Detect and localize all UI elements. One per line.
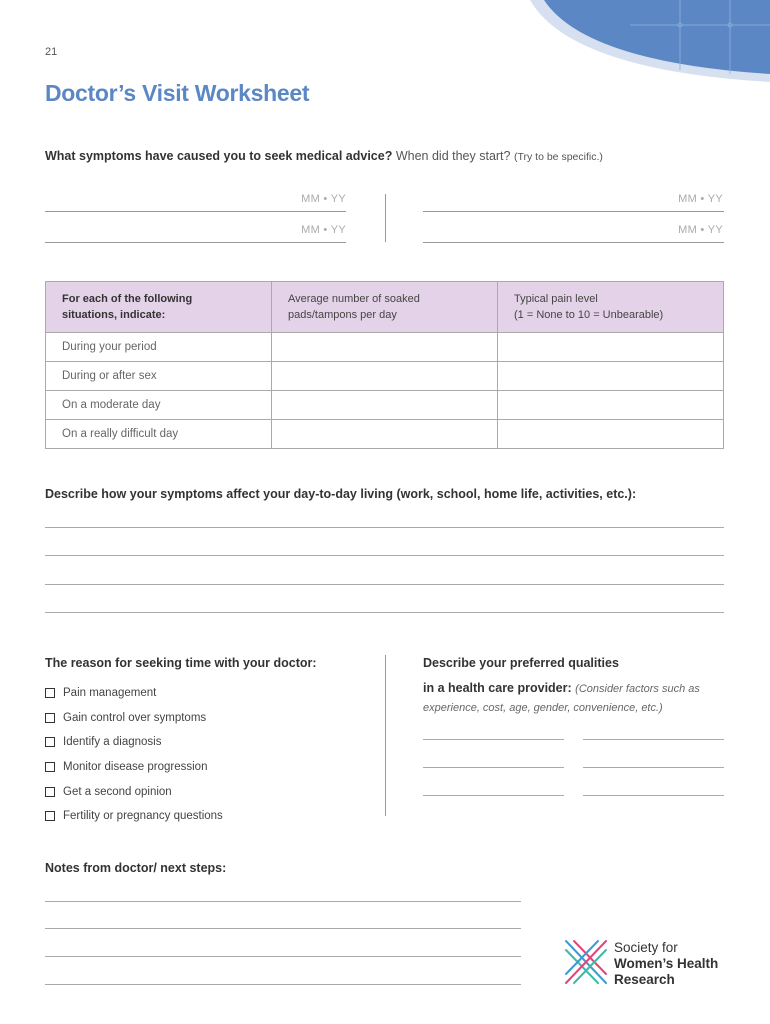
writing-line[interactable] bbox=[45, 956, 521, 957]
preferred-heading bbox=[423, 679, 733, 717]
table-header-line: For each of the following bbox=[62, 293, 193, 305]
writing-line[interactable] bbox=[45, 527, 724, 528]
checkbox-label: Pain management bbox=[63, 687, 157, 700]
pain-level-cell[interactable] bbox=[498, 362, 724, 391]
symptom-line[interactable] bbox=[45, 242, 346, 243]
writing-line[interactable] bbox=[583, 767, 724, 768]
symptoms-question-bold: What symptoms have caused you to seek medical advice? bbox=[45, 149, 393, 163]
column-divider bbox=[385, 655, 386, 816]
table-header-line: (1 = None to 10 = Unbearable) bbox=[514, 309, 664, 321]
table-header-line: Typical pain level bbox=[514, 293, 598, 305]
soaked-count-cell[interactable] bbox=[272, 391, 498, 420]
preferred-heading-line2: in a health care provider: bbox=[423, 681, 572, 695]
table-header-row bbox=[46, 282, 724, 333]
preferred-hint: (Consider factors such as experience, cost, age, gender, convenience, etc.) bbox=[423, 683, 700, 714]
writing-line[interactable] bbox=[423, 739, 564, 740]
writing-line[interactable] bbox=[423, 795, 564, 796]
table-row bbox=[46, 420, 724, 449]
date-placeholder: MM • YY bbox=[301, 224, 346, 236]
checkbox[interactable] bbox=[45, 762, 55, 772]
checkbox-item[interactable] bbox=[45, 755, 223, 780]
describe-heading: Describe how your symptoms affect your day-to-day living (work, school, home life, activities, etc.): bbox=[45, 487, 637, 501]
symptom-table bbox=[45, 281, 724, 449]
preferred-heading-line1: Describe your preferred qualities bbox=[423, 656, 619, 670]
checkbox-label: Gain control over symptoms bbox=[63, 711, 207, 724]
writing-line[interactable] bbox=[583, 739, 724, 740]
checkbox-item[interactable] bbox=[45, 706, 223, 731]
checkbox[interactable] bbox=[45, 688, 55, 698]
symptoms-question-normal: When did they start? bbox=[395, 149, 511, 163]
checkbox-label: Fertility or pregnancy questions bbox=[63, 810, 223, 823]
checkbox[interactable] bbox=[45, 713, 55, 723]
checkbox[interactable] bbox=[45, 811, 55, 821]
soaked-count-cell[interactable] bbox=[272, 333, 498, 362]
checkbox-label: Get a second opinion bbox=[63, 785, 172, 798]
checkbox-item[interactable] bbox=[45, 804, 223, 829]
table-row bbox=[46, 391, 724, 420]
row-label: On a really difficult day bbox=[46, 420, 272, 449]
reason-checklist bbox=[45, 681, 223, 829]
corner-decoration bbox=[530, 0, 770, 90]
checkbox-item[interactable] bbox=[45, 730, 223, 755]
soaked-count-cell[interactable] bbox=[272, 420, 498, 449]
reason-heading: The reason for seeking time with your doctor: bbox=[45, 656, 317, 670]
checkbox[interactable] bbox=[45, 737, 55, 747]
table-header bbox=[272, 282, 498, 333]
logo-line2: Women’s Health bbox=[614, 956, 719, 971]
writing-line[interactable] bbox=[45, 612, 724, 613]
notes-heading: Notes from doctor/ next steps: bbox=[45, 861, 227, 875]
column-divider bbox=[385, 194, 386, 242]
swhr-logo-text bbox=[614, 940, 718, 988]
date-placeholder: MM • YY bbox=[678, 193, 723, 205]
page-title: Doctor’s Visit Worksheet bbox=[45, 80, 310, 106]
pain-level-cell[interactable] bbox=[498, 333, 724, 362]
checkbox-item[interactable] bbox=[45, 681, 223, 706]
writing-line[interactable] bbox=[45, 901, 521, 902]
writing-line[interactable] bbox=[45, 555, 724, 556]
checkbox-label: Identify a diagnosis bbox=[63, 736, 162, 749]
table-header bbox=[498, 282, 724, 333]
symptom-line[interactable] bbox=[45, 211, 346, 212]
symptoms-question bbox=[45, 149, 603, 163]
table-header-line: situations, indicate: bbox=[62, 309, 166, 321]
writing-line[interactable] bbox=[423, 767, 564, 768]
checkbox[interactable] bbox=[45, 787, 55, 797]
table-header-line: pads/tampons per day bbox=[288, 309, 397, 321]
row-label: On a moderate day bbox=[46, 391, 272, 420]
table-row bbox=[46, 362, 724, 391]
symptoms-question-hint: (Try to be specific.) bbox=[513, 151, 603, 163]
row-label: During your period bbox=[46, 333, 272, 362]
symptom-line[interactable] bbox=[423, 211, 724, 212]
checkbox-item[interactable] bbox=[45, 779, 223, 804]
pain-level-cell[interactable] bbox=[498, 420, 724, 449]
writing-line[interactable] bbox=[45, 584, 724, 585]
logo-line3: Research bbox=[614, 972, 675, 987]
table-row bbox=[46, 333, 724, 362]
table-header-line: Average number of soaked bbox=[288, 293, 420, 305]
writing-line[interactable] bbox=[45, 984, 521, 985]
checkbox-label: Monitor disease progression bbox=[63, 761, 208, 774]
page-number: 21 bbox=[45, 46, 58, 58]
row-label: During or after sex bbox=[46, 362, 272, 391]
writing-line[interactable] bbox=[45, 928, 521, 929]
pain-level-cell[interactable] bbox=[498, 391, 724, 420]
date-placeholder: MM • YY bbox=[678, 224, 723, 236]
table-header bbox=[46, 282, 272, 333]
swhr-logo-icon bbox=[563, 938, 609, 986]
symptom-line[interactable] bbox=[423, 242, 724, 243]
soaked-count-cell[interactable] bbox=[272, 362, 498, 391]
date-placeholder: MM • YY bbox=[301, 193, 346, 205]
logo-line1: Society for bbox=[614, 940, 678, 955]
writing-line[interactable] bbox=[583, 795, 724, 796]
